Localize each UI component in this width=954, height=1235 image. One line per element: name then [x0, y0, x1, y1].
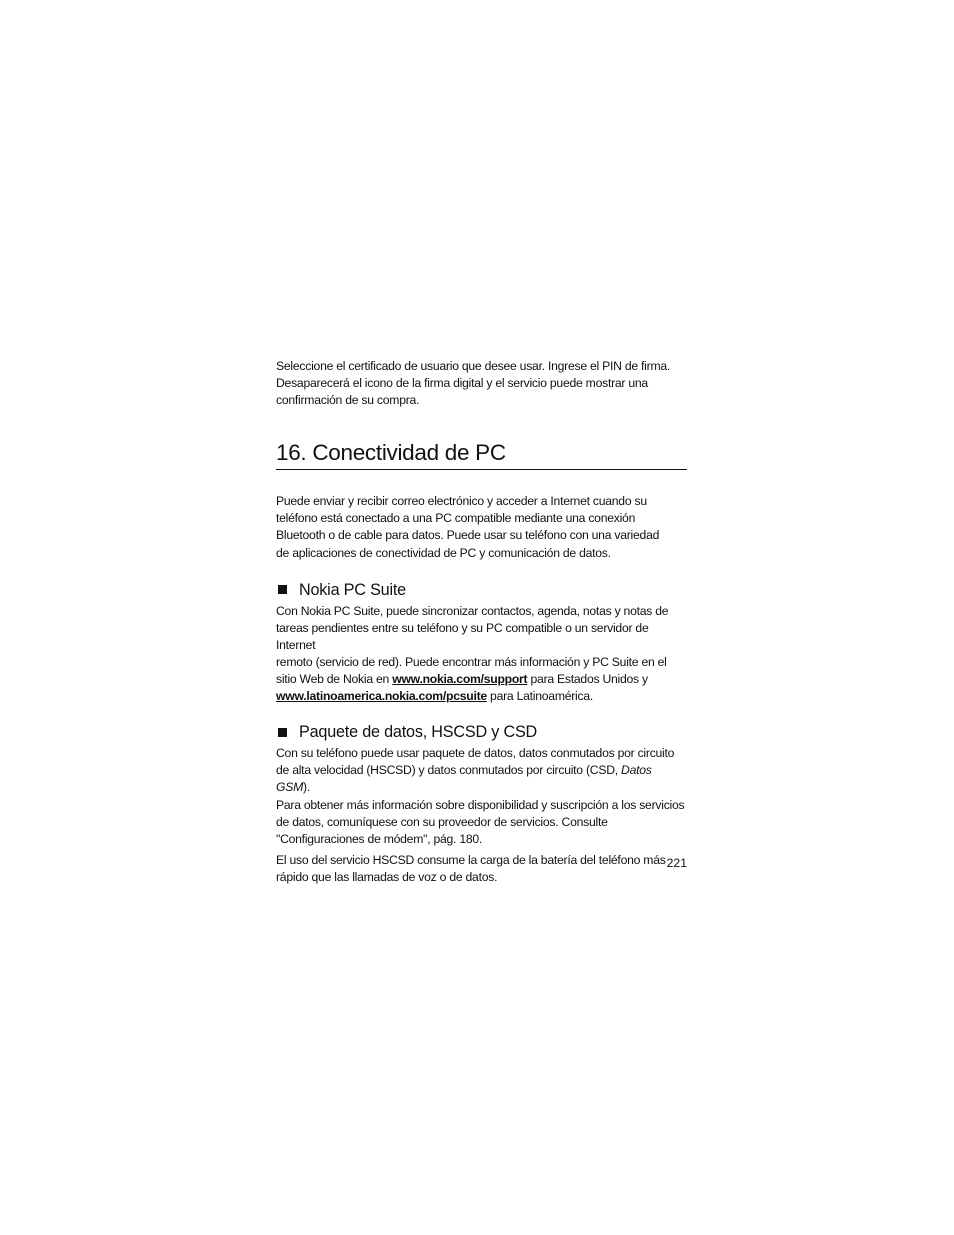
hscsd-line-1: El uso del servicio HSCSD consume la carga de la batería del teléfono más [276, 852, 666, 867]
document-page [276, 358, 687, 886]
chapter-line-1: Puede enviar y recibir correo electrónico y acceder a Internet cuando su [276, 494, 647, 509]
section-heading-nokia-pc-suite [276, 580, 687, 600]
section-heading-label: Paquete de datos, HSCSD y CSD [299, 723, 538, 742]
latinoamerica-pcsuite-link[interactable]: www.latinoamerica.nokia.com/pcsuite [276, 689, 487, 704]
chapter-title: 16. Conectividad de PC [276, 439, 687, 470]
datos-gsm-term: Datos GSM [276, 763, 652, 795]
pc-suite-line-4-pre: sitio Web de Nokia en [276, 672, 393, 687]
pc-suite-line-1: Con Nokia PC Suite, puede sincronizar contactos, agenda, notas y notas de [276, 603, 669, 618]
intro-paragraph [276, 358, 687, 409]
hscsd-battery-paragraph [276, 852, 687, 886]
chapter-intro-paragraph [276, 493, 687, 561]
pc-suite-line-4-post: para Estados Unidos y [527, 672, 648, 687]
hscsd-line-2: rápido que las llamadas de voz o de datos. [276, 869, 498, 884]
intro-line-2: Desaparecerá el icono de la firma digital y el servicio puede mostrar una [276, 376, 648, 391]
intro-line-1: Seleccione el certificado de usuario que desee usar. Ingrese el PIN de firma. [276, 359, 671, 373]
chapter-line-2: teléfono está conectado a una PC compatible mediante una conexión [276, 511, 636, 526]
packet-line-4: de datos, comuníquese con su proveedor de servicios. Consulte [276, 814, 608, 829]
packet-line-2-pre: de alta velocidad (HSCSD) y datos conmutados por circuito (CSD, [276, 763, 622, 778]
section-heading-packet-data [276, 722, 687, 742]
packet-data-paragraph [276, 745, 687, 848]
square-bullet-icon [278, 585, 287, 594]
pc-suite-line-5-post: para Latinoamérica. [486, 689, 594, 704]
chapter-line-4: de aplicaciones de conectividad de PC y comunicación de datos. [276, 545, 611, 560]
nokia-support-link[interactable]: www.nokia.com/support [392, 672, 528, 687]
pc-suite-line-2: tareas pendientes entre su teléfono y su PC compatible o un servidor de Internet [276, 620, 649, 652]
square-bullet-icon [278, 728, 287, 737]
pc-suite-line-3: remoto (servicio de red). Puede encontrar más información y PC Suite en el [276, 654, 667, 669]
packet-line-2-post: ). [303, 780, 310, 795]
packet-line-5: "Configuraciones de módem", pág. 180. [276, 831, 483, 846]
chapter-line-3: Bluetooth o de cable para datos. Puede usar su teléfono con una variedad [276, 528, 660, 543]
section-heading-label: Nokia PC Suite [299, 580, 406, 599]
page-number: 221 [666, 856, 687, 870]
packet-line-1: Con su teléfono puede usar paquete de datos, datos conmutados por circuito [276, 746, 675, 761]
intro-line-3: confirmación de su compra. [276, 393, 420, 408]
nokia-pc-suite-paragraph [276, 603, 687, 706]
packet-line-3: Para obtener más información sobre disponibilidad y suscripción a los servicios [276, 797, 685, 812]
